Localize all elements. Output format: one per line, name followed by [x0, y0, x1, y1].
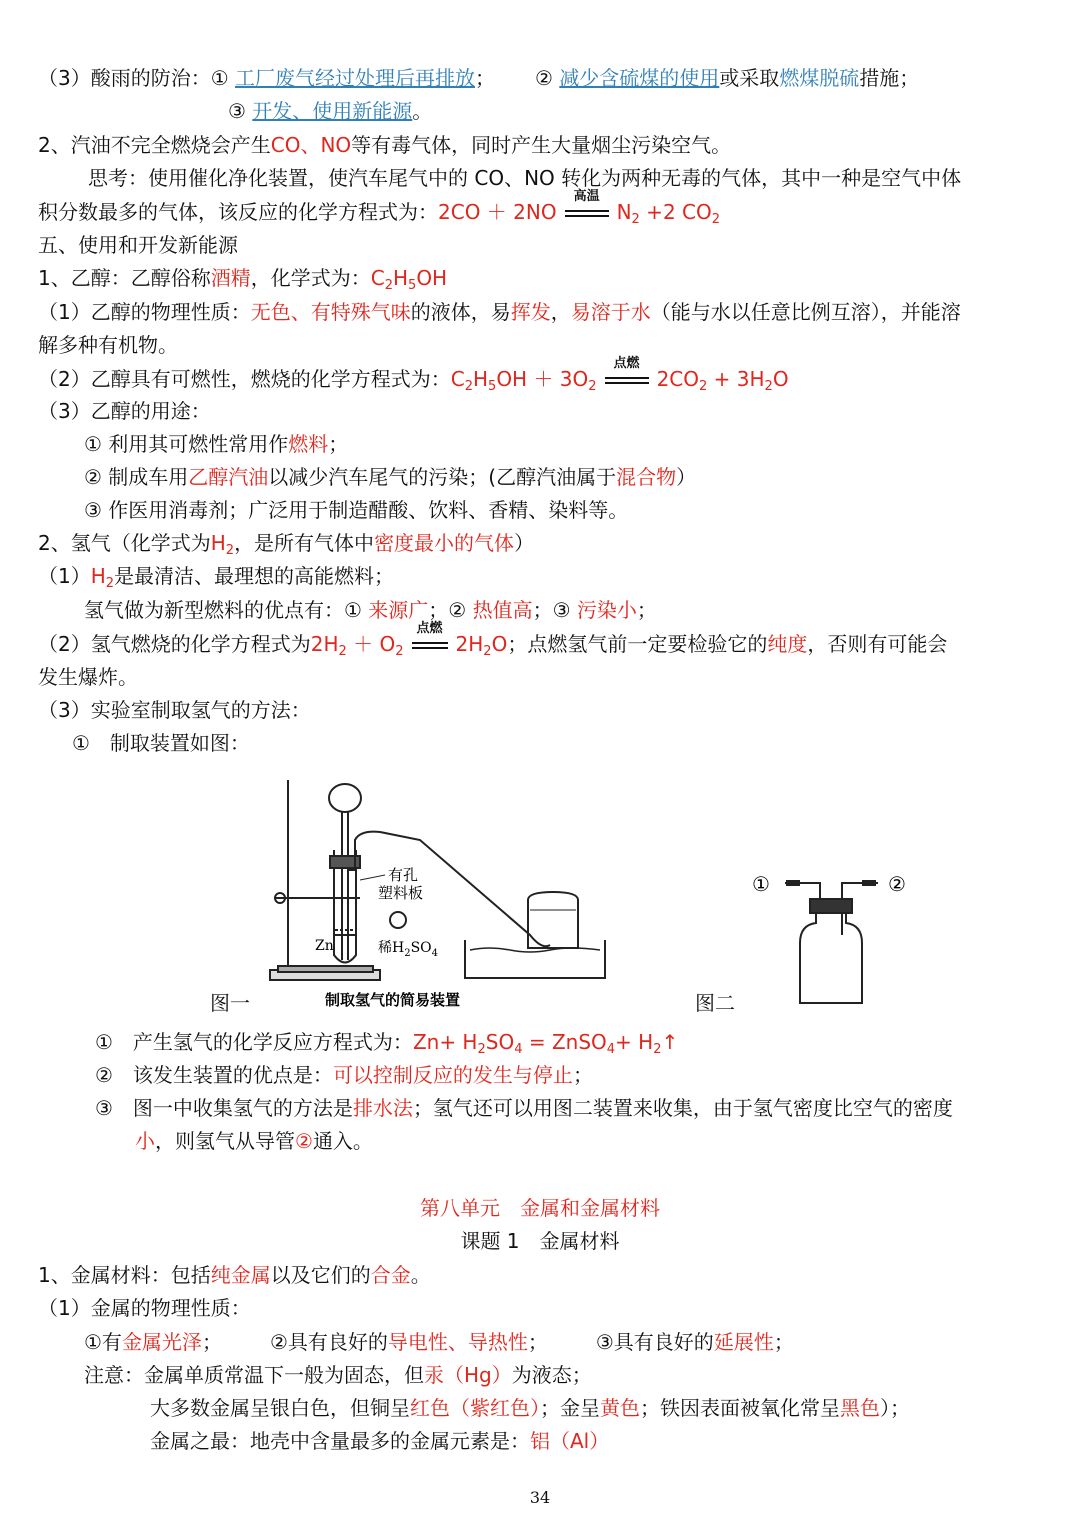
- fig2-port-1: ①: [752, 872, 770, 896]
- acid-rain-line-2: ③ 开发、使用新能源。: [228, 99, 433, 123]
- page-number: 34: [529, 1488, 551, 1507]
- reaction-condition: 点燃: [603, 365, 651, 389]
- acid-rain-line: （3）酸雨的防治：① 工厂废气经过处理后再排放； ② 减少含硫煤的使用或采取燃煤脱硫措施；: [38, 66, 920, 90]
- ethanol-combustion: （2）乙醇具有可燃性，燃烧的化学方程式为：$C_2H_5OH + 3O_2$ 点燃 $2CO_2 + 3H_2O$: [38, 356, 789, 394]
- unit-title: 第八单元 金属和金属材料: [420, 1196, 660, 1220]
- metal-superlative: 金属之最：地壳中含量最多的金属元素是：铝（Al）: [150, 1429, 610, 1453]
- ethanol-physical: （1）乙醇的物理性质：无色、有特殊气味的液体，易挥发，易溶于水（能与水以任意比例互溶），并能溶: [38, 300, 961, 324]
- ethanol-use-1: ① 利用其可燃性常用作燃料；: [84, 432, 349, 456]
- hydrogen-line: 2、氢气（化学式为$H_2$，是所有气体中密度最小的气体）: [38, 531, 535, 558]
- lesson-title: 课题 1 金属材料: [460, 1229, 620, 1253]
- hydrogen-reaction: ① 产生氢气的化学反应方程式为：$Zn+ H_2SO_4$ = ZnSO$_4$+ $H_2↑$: [95, 1030, 679, 1057]
- metal-properties: ①有金属光泽； ②具有良好的导电性、导热性； ③具有良好的延展性；: [84, 1330, 794, 1354]
- metal-materials: 1、金属材料：包括纯金属以及它们的合金。: [38, 1263, 431, 1287]
- metal-physical: （1）金属的物理性质：: [38, 1296, 251, 1320]
- fig1-board-label-2: 塑料板: [378, 884, 424, 902]
- hydrogen-advantages: 氢气做为新型燃料的优点有：① 来源广；② 热值高；③ 污染小；: [84, 598, 657, 622]
- collection-method-2: 小，则氢气从导管②通入。: [135, 1129, 373, 1153]
- ethanol-line: 1、乙醇：乙醇俗称酒精，化学式为：$C_2H_5OH$: [38, 266, 448, 293]
- ethanol-use-3: ③ 作医用消毒剂；广泛用于制造醋酸、饮料、香精、染料等。: [84, 498, 629, 522]
- section-heading-energy: 五、使用和开发新能源: [38, 233, 238, 257]
- fig1-board-label: 有孔: [388, 866, 419, 884]
- ethanol-physical-2: 解多种有机物。: [38, 333, 178, 357]
- fig1-zn-label: Zn: [315, 938, 334, 954]
- lab-prep-apparatus: ① 制取装置如图：: [72, 731, 250, 755]
- reaction-condition: 点燃: [410, 630, 450, 654]
- equation-line-co: 积分数最多的气体，该反应的化学方程式为：2CO ＋ 2NO 高温 $N_2 +2$ $CO_2$: [38, 189, 721, 227]
- hydrogen-combustion-2: 发生爆炸。: [38, 665, 138, 689]
- hydrogen-combustion: （2）氢气燃烧的化学方程式为$2H_2 + O_2$ 点燃 $2H_2O$；点燃氢气前一定要检验它的纯度，否则有可能会: [38, 621, 948, 659]
- apparatus-advantage: ② 该发生装置的优点是：可以控制反应的发生与停止；: [95, 1063, 593, 1087]
- figure-2-bottle: [750, 865, 920, 1010]
- fig2-port-2: ②: [888, 872, 906, 896]
- ethanol-uses: （3）乙醇的用途：: [38, 399, 211, 423]
- gasoline-line: 2、汽油不完全燃烧会产生CO、NO等有毒气体，同时产生大量烟尘污染空气。: [38, 133, 732, 157]
- figure-2-label: 图二: [695, 991, 735, 1015]
- figure-1-apparatus: [260, 770, 620, 1015]
- think-line: 思考：使用催化净化装置，使汽车尾气中的 CO、NO 转化为两种无毒的气体，其中一种是空气中体: [88, 166, 962, 190]
- figure-1-label: 图一: [210, 991, 250, 1015]
- fig1-acid-label: 稀$H_2SO_4$: [378, 940, 439, 959]
- collection-method: ③ 图一中收集氢气的方法是排水法；氢气还可以用图二装置来收集，由于氢气密度比空气的密度: [95, 1096, 953, 1120]
- metal-note: 注意：金属单质常温下一般为固态，但汞（Hg）为液态；: [84, 1363, 592, 1387]
- fig1-caption: 制取氢气的简易装置: [325, 991, 461, 1009]
- hydrogen-fuel: $(1)H_2$是最清洁、最理想的高能燃料；: [38, 564, 395, 591]
- reaction-condition: 高温: [563, 198, 611, 222]
- lab-prep-heading: （3）实验室制取氢气的方法：: [38, 698, 311, 722]
- metal-colors: 大多数金属呈银白色，但铜呈红色（紫红色）；金呈黄色；铁因表面被氧化常呈黑色）；: [150, 1396, 910, 1420]
- ethanol-use-2: ② 制成车用乙醇汽油以减少汽车尾气的污染；(乙醇汽油属于混合物）: [84, 465, 697, 489]
